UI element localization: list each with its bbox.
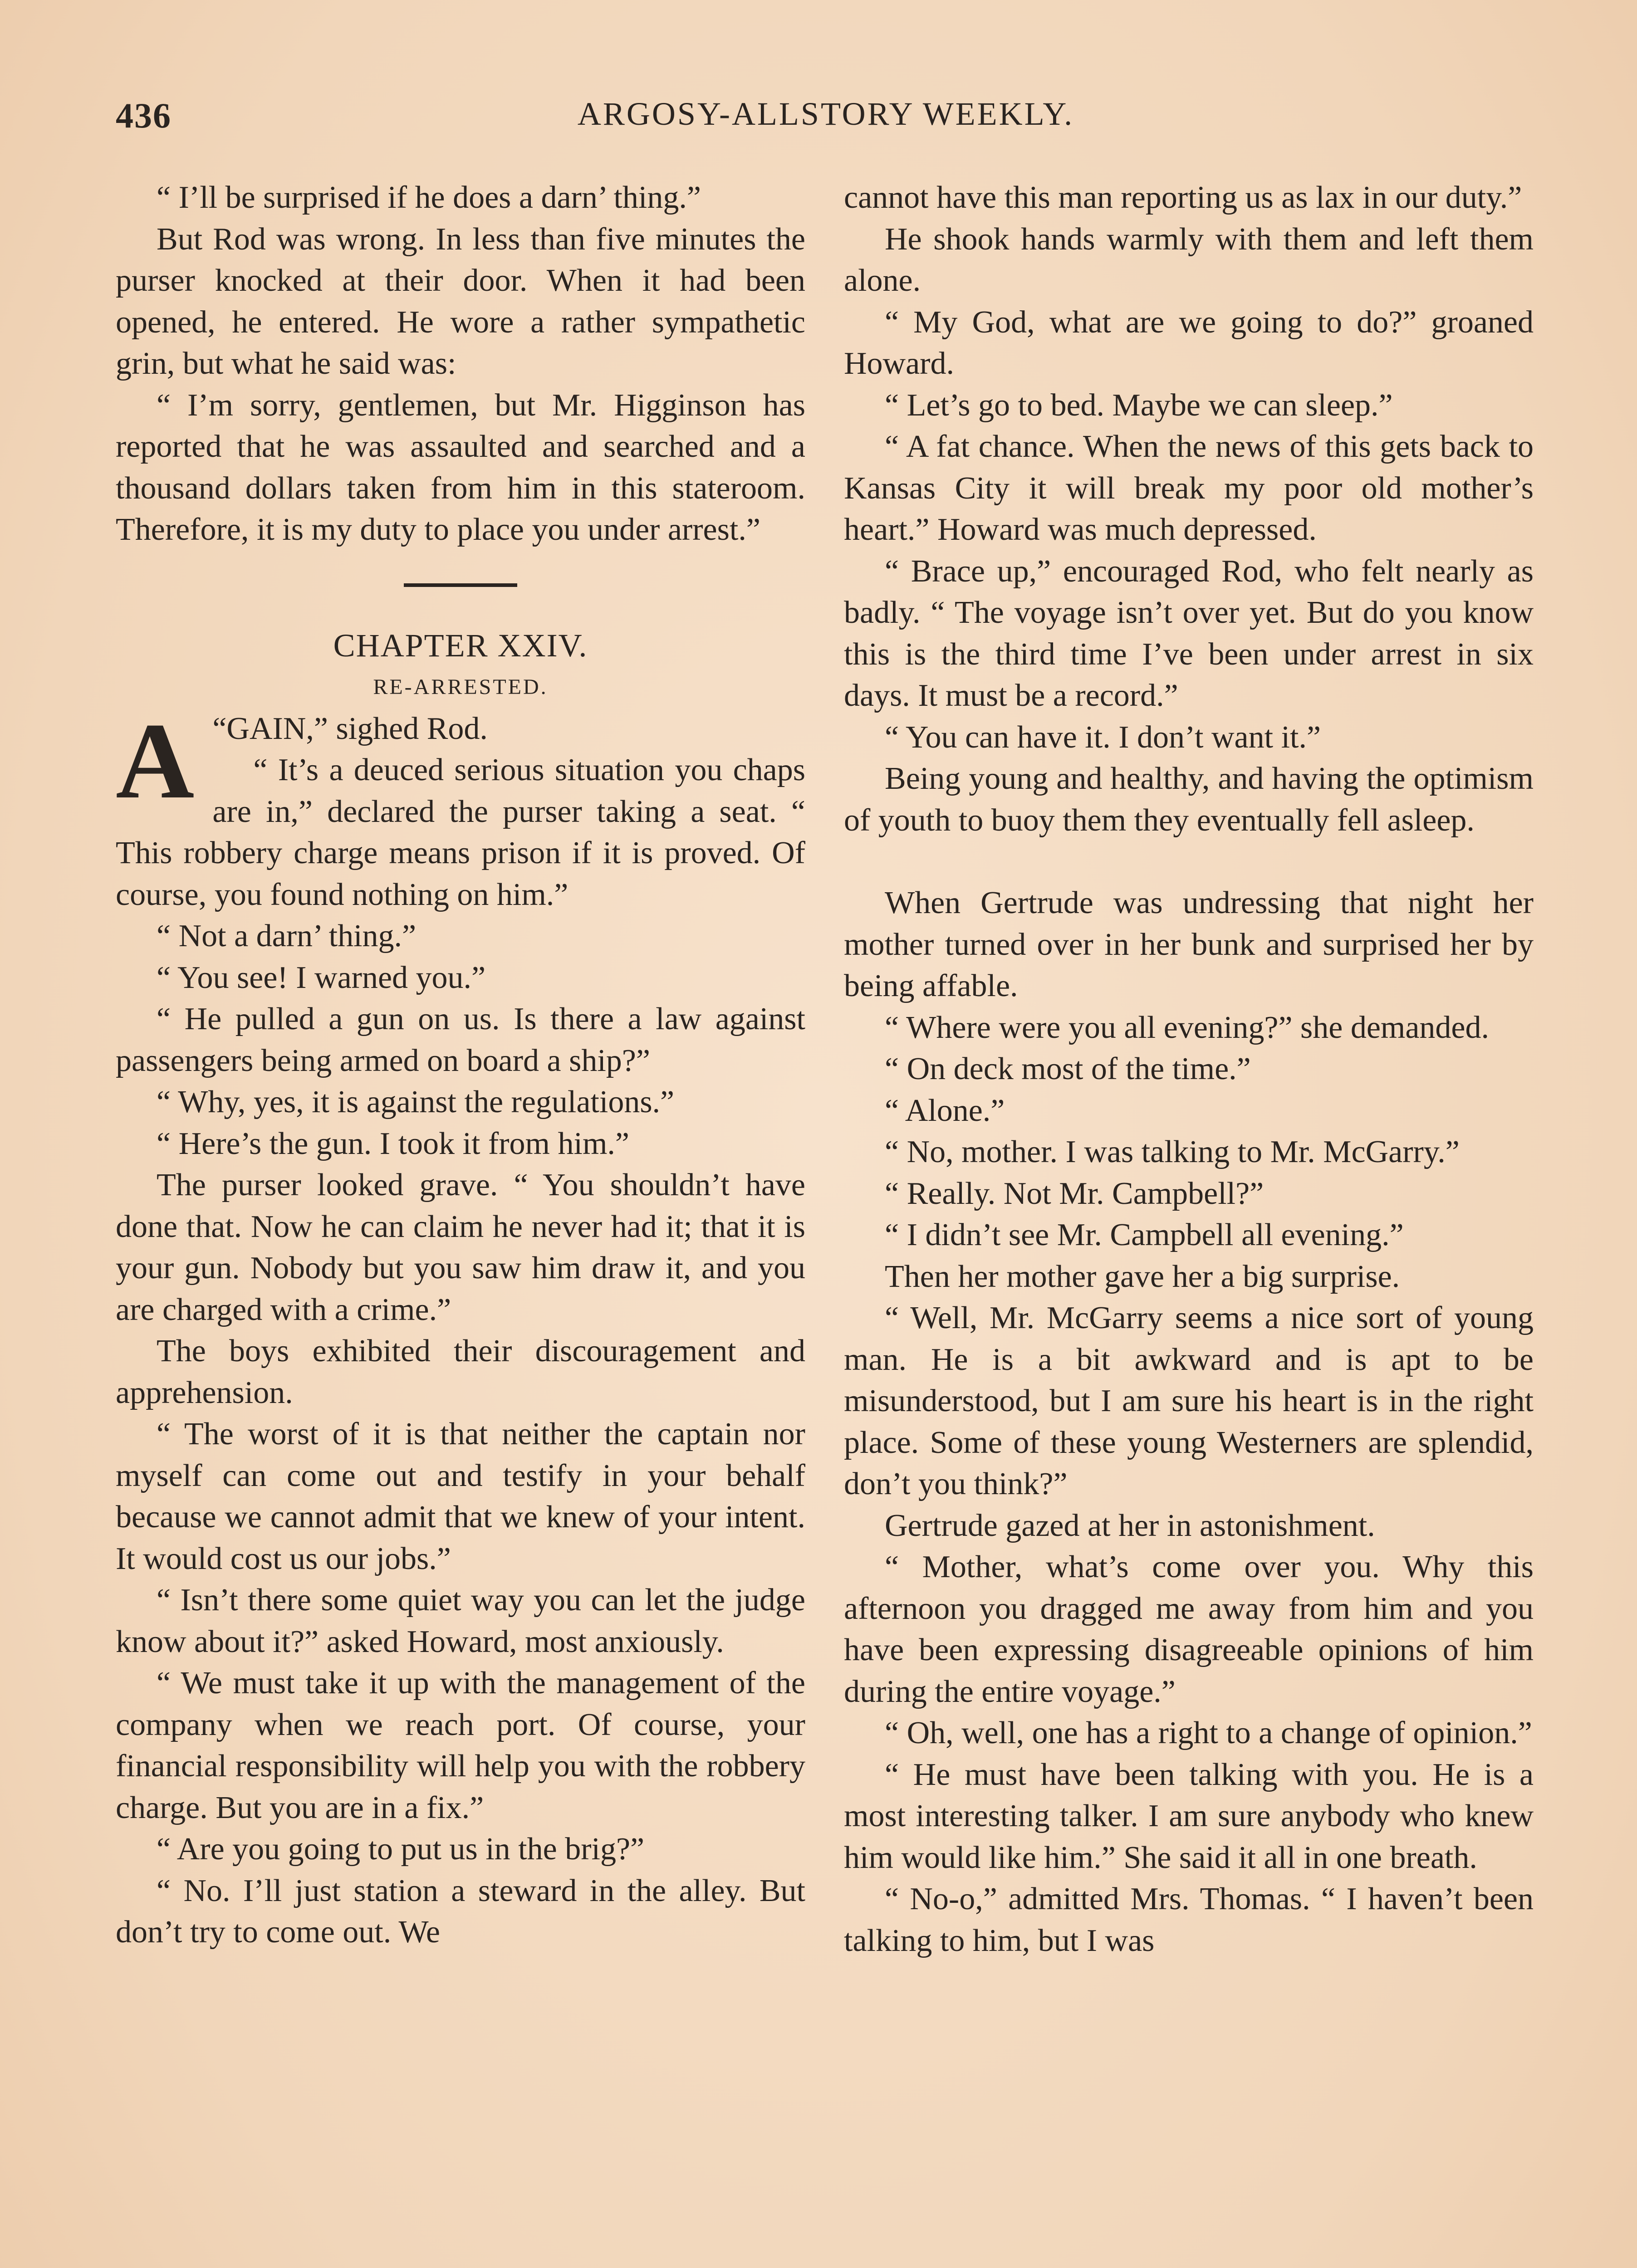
paragraph: When Gertrude was undressing that night her mother turned over in her bunk and surprised her by being affable. bbox=[844, 885, 1534, 1003]
drop-cap: A bbox=[116, 700, 195, 821]
paragraph: “ It’s a deuced serious situation you chaps are in,” declared the purser taking a seat. “ This robbery charge means prison if it is proved. Of course, you found nothing on him.” bbox=[116, 753, 805, 912]
chapter-subtitle: RE-ARRESTED. bbox=[373, 675, 548, 699]
drop-quote-mark: “ bbox=[212, 711, 227, 746]
section-break bbox=[844, 841, 1534, 882]
paragraph: “ You can have it. I don’t want it.” bbox=[885, 719, 1321, 755]
magazine-title: ARGOSY-ALLSTORY WEEKLY. bbox=[577, 96, 1074, 132]
paragraph: Being young and healthy, and having the optimism of youth to buoy them they eventually fell asleep. bbox=[844, 761, 1534, 838]
paragraph: “ My God, what are we going to do?” groaned Howard. bbox=[844, 304, 1534, 381]
paragraph: “ On deck most of the time.” bbox=[885, 1051, 1251, 1086]
paragraph: “ Oh, well, one has a right to a change of opinion.” bbox=[885, 1716, 1532, 1750]
paragraph: “ No-o,” admitted Mrs. Thomas. “ I haven’t been talking to him, but I was bbox=[844, 1882, 1534, 1958]
paragraph: “ Where were you all evening?” she demanded. bbox=[885, 1010, 1489, 1045]
paragraph: “ He pulled a gun on us. Is there a law against passengers being armed on board a ship?” bbox=[116, 1002, 805, 1078]
paragraph: “ Mother, what’s come over you. Why this afternoon you dragged me away from him and you have been expressing disagreeable opinions of him during the entire voyage.” bbox=[844, 1549, 1534, 1709]
paragraph: He shook hands warmly with them and left them alone. bbox=[844, 221, 1534, 298]
paragraph: “ Isn’t there some quiet way you can let the judge know about it?” asked Howard, most anxiously. bbox=[116, 1583, 805, 1659]
paragraph: “ Why, yes, it is against the regulations.” bbox=[157, 1085, 675, 1119]
paragraph: “ I’ll be surprised if he does a darn’ thing.” bbox=[157, 180, 701, 215]
chapter-title: CHAPTER XXIV. bbox=[333, 627, 588, 664]
running-head bbox=[116, 95, 1536, 136]
paragraph: “ I’m sorry, gentlemen, but Mr. Higginson has reported that he was assaulted and searched and a thousand dollars taken from him in this stateroom. Therefore, it is my duty to place you under arrest.” bbox=[116, 387, 805, 547]
paragraph: “ No. I’ll just station a steward in the alley. But don’t try to come out. We bbox=[116, 1873, 805, 1950]
section-divider bbox=[404, 583, 517, 587]
paragraph: “ No, mother. I was talking to Mr. McGarry.” bbox=[885, 1134, 1460, 1169]
opening-paragraph bbox=[116, 700, 805, 821]
paragraph: “ Brace up,” encouraged Rod, who felt nearly as badly. “ The voyage isn’t over yet. But do you know this is the third time I’ve been under arrest in six days. It must be a record.” bbox=[844, 553, 1534, 713]
paragraph: But Rod was wrong. In less than five minutes the purser knocked at their door. When it had been opened, he entered. He wore a rather sympathetic grin, but what he said was: bbox=[116, 221, 805, 381]
opening-text: GAIN,” sighed Rod. bbox=[226, 711, 488, 746]
right-column bbox=[844, 177, 1534, 1961]
paragraph: “ He must have been talking with you. He is a most interesting talker. I am sure anybody who knew him would like him.” She said it all in one breath. bbox=[844, 1757, 1534, 1875]
paragraph: “ A fat chance. When the news of this gets back to Kansas City it will break my poor old mother’s heart.” Howard was much depressed. bbox=[844, 429, 1534, 547]
paragraph: “ Are you going to put us in the brig?” bbox=[157, 1832, 645, 1867]
paragraph: “ I didn’t see Mr. Campbell all evening.” bbox=[885, 1217, 1404, 1252]
paragraph: “ Really. Not Mr. Campbell?” bbox=[885, 1176, 1264, 1211]
page-number: 436 bbox=[116, 96, 172, 135]
paragraph: The purser looked grave. “ You shouldn’t have done that. Now he can claim he never had it; that it is your gun. Nobody but you saw him draw it, and you are charged with a crime.” bbox=[116, 1168, 805, 1327]
paragraph: “ We must take it up with the management of the company when we reach port. Of course, your financial responsibility will help you with the robbery charge. But you are in a fix.” bbox=[116, 1666, 805, 1825]
paragraph: The boys exhibited their discouragement and apprehension. bbox=[116, 1334, 805, 1410]
paragraph: “ You see! I warned you.” bbox=[157, 960, 486, 995]
paragraph: “ Not a darn’ thing.” bbox=[157, 919, 417, 953]
paragraph: “ Alone.” bbox=[885, 1093, 1005, 1128]
paragraph: “ The worst of it is that neither the captain nor myself can come out and testify in your behalf because we cannot admit that we knew of your intent. It would cost us our jobs.” bbox=[116, 1417, 805, 1576]
paragraph: cannot have this man reporting us as lax in our duty.” bbox=[844, 180, 1522, 215]
left-column bbox=[116, 177, 805, 1953]
paragraph: “ Here’s the gun. I took it from him.” bbox=[157, 1126, 629, 1161]
paragraph: “ Well, Mr. McGarry seems a nice sort of young man. He is a bit awkward and is apt to be misunderstood, but I am sure his heart is in the right place. Some of these young Westerners are splendid, don’t you think?” bbox=[844, 1300, 1534, 1501]
paragraph: “ Let’s go to bed. Maybe we can sleep.” bbox=[885, 387, 1393, 423]
paragraph: Gertrude gazed at her in astonishment. bbox=[885, 1508, 1375, 1543]
paragraph: Then her mother gave her a big surprise. bbox=[885, 1259, 1400, 1294]
